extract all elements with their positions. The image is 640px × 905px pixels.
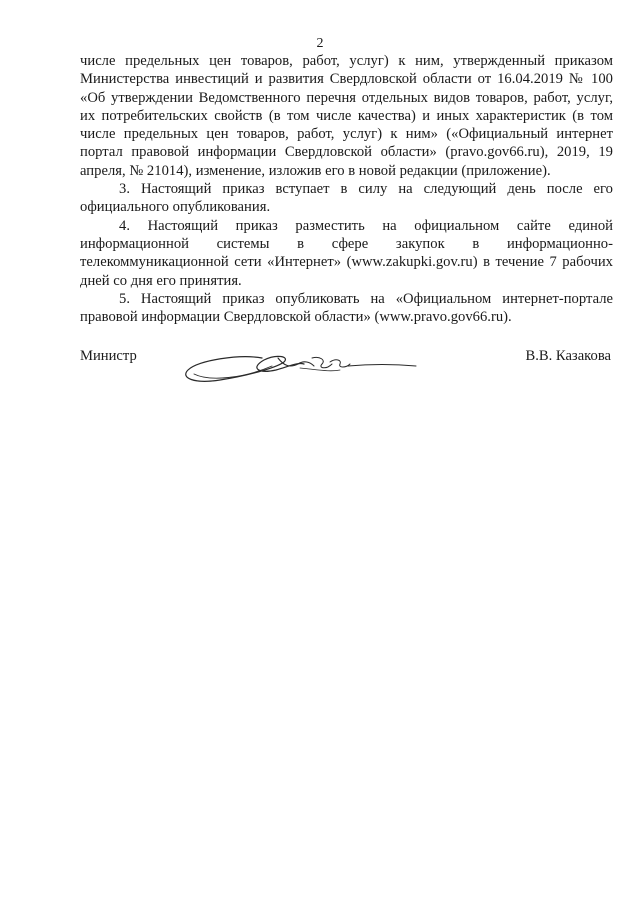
document-body bbox=[80, 52, 613, 326]
signer-name: В.В. Казакова bbox=[525, 348, 611, 364]
paragraph-continuation: числе предельных цен товаров, работ, услуг) к ним, утвержденный приказом Министерства инвестиций и развития Свердловской области от 16.04.2019 № 100 «Об утверждении Ведомственного перечня отдельных видов товаров, работ, услуг, их потребительских свойств (в том числе качества) и иных характеристик (в том числе предельных цен товаров, работ, услуг) к ним» («Официальный интернет портал правовой информации Свердловской области» (pravo.gov66.ru), 2019, 19 апреля, № 21014), изменение, изложив его в новой редакции (приложение). bbox=[80, 53, 613, 179]
paragraph-4: 4. Настоящий приказ разместить на официальном сайте единой информационной системы в сфере закупок в информационно-телекоммуникационной сети «Интернет» (www.zakupki.gov.ru) в течение 7 рабочих дней со дня его принятия. bbox=[80, 217, 613, 289]
handwritten-signature-icon bbox=[180, 344, 420, 392]
paragraph-3: 3. Настоящий приказ вступает в силу на следующий день после его официального опубликования. bbox=[80, 181, 613, 216]
paragraph-5: 5. Настоящий приказ опубликовать на «Официальном интернет-портале правовой информации Свердловской области» (www.pravo.gov66.ru). bbox=[80, 290, 613, 326]
signer-title: Министр bbox=[80, 348, 137, 364]
signature-block bbox=[80, 344, 613, 404]
page-number: 2 bbox=[316, 36, 324, 51]
